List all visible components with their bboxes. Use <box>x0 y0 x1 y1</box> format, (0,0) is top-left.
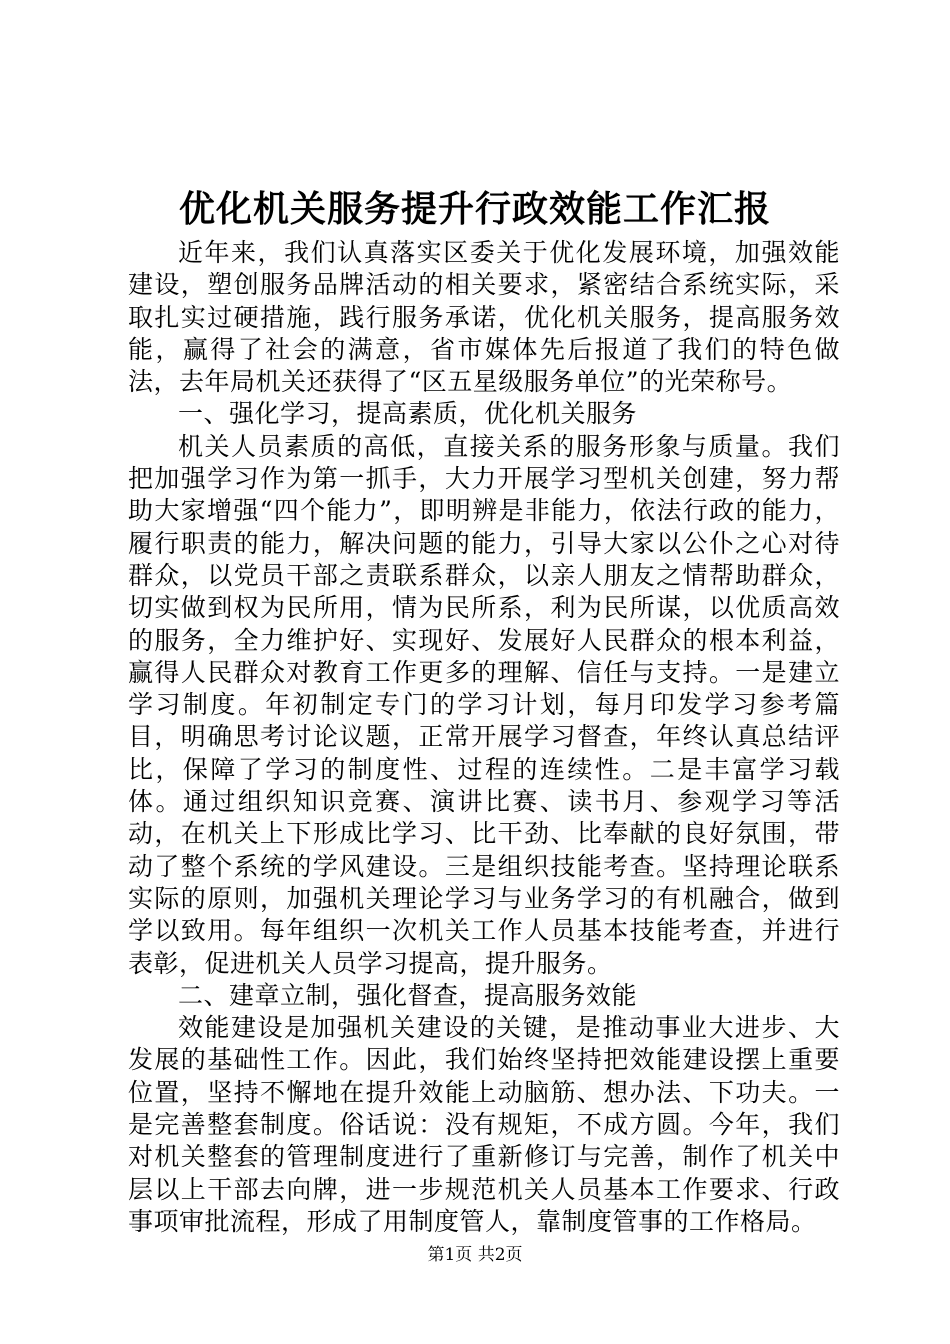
section-1-paragraph: 机关人员素质的高低，直接关系的服务形象与质量。我们把加强学习作为第一抓手，大力开展学习型机关创建，努力帮助大家增强“四个能力”，即明辨是非能力，依法行政的能力，履行职责的能力，解决问题的能力，引导大家以公仆之心对待群众，以党员干部之责联系群众，以亲人朋友之情帮助群众，切实做到权为民所用，情为民所系，利为民所谋，以优质高效的服务，全力维护好、实现好、发展好人民群众的根本利益，赢得人民群众对教育工作更多的理解、信任与支持。一是建立学习制度。年初制定专门的学习计划，每月印发学习参考篇目，明确思考讨论议题，正常开展学习督查，年终认真总结评比，保障了学习的制度性、过程的连续性。二是丰富学习载体。通过组织知识竞赛、演讲比赛、读书月、参观学习等活动，在机关上下形成比学习、比干劲、比奉献的良好氛围，带动了整个系统的学风建设。三是组织技能考查。坚持理论联系实际的原则，加强机关理论学习与业务学习的有机融合，做到学以致用。每年组织一次机关工作人员基本技能考查，并进行表彰，促进机关人员学习提高，提升服务。 <box>128 431 840 978</box>
document-title: 优化机关服务提升行政效能工作汇报 <box>178 188 771 230</box>
intro-paragraph: 近年来，我们认真落实区委关于优化发展环境，加强效能建设，塑创服务品牌活动的相关要求，紧密结合系统实际，采取扎实过硬措施，践行服务承诺，优化机关服务，提高服务效能，赢得了社会的满意，省市媒体先后报道了我们的特色做法，去年局机关还获得了“区五星级服务单位”的光荣称号。 <box>128 238 840 397</box>
section-heading-1: 一、强化学习，提高素质，优化机关服务 <box>178 399 638 429</box>
document-body <box>128 237 840 1238</box>
section-heading-2: 二、建章立制，强化督查，提高服务效能 <box>178 980 638 1010</box>
page-number-footer: 第1页 共2页 <box>427 1245 523 1265</box>
section-2-paragraph: 效能建设是加强机关建设的关键，是推动事业大进步、大发展的基础性工作。因此，我们始终坚持把效能建设摆上重要位置，坚持不懈地在提升效能上动脑筋、想办法、下功夫。一是完善整套制度。俗话说：没有规矩，不成方圆。今年，我们对机关整套的管理制度进行了重新修订与完善，制作了机关中层以上干部去向牌，进一步规范机关人员基本工作要求、行政事项审批流程，形成了用制度管人，靠制度管事的工作格局。 <box>128 1013 840 1236</box>
